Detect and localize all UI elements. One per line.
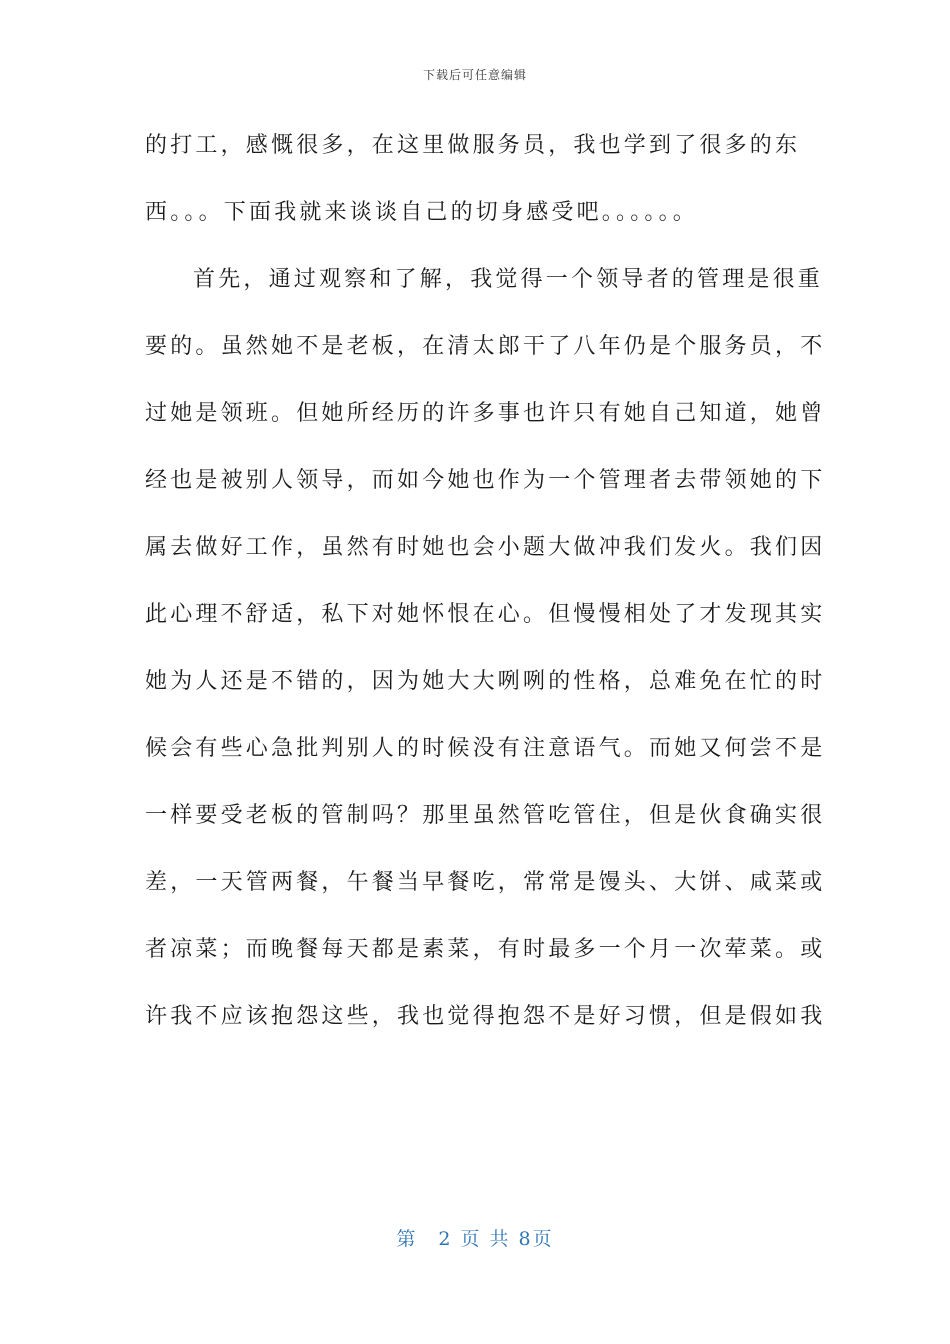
text-line: 要的。虽然她不是老板，在清太郎干了八年仍是个服务员，不 xyxy=(145,334,826,359)
text-line: 经也是被别人领导，而如今她也作为一个管理者去带领她的下 xyxy=(145,468,826,493)
text-line: 属去做好工作，虽然有时她也会小题大做冲我们发火。我们因 xyxy=(145,535,826,560)
text-line: 差，一天管两餐，午餐当早餐吃，常常是馒头、大饼、咸菜或 xyxy=(145,870,826,895)
text-line: 她为人还是不错的，因为她大大咧咧的性格，总难免在忙的时 xyxy=(145,669,826,694)
text-line: 者凉菜；而晚餐每天都是素菜，有时最多一个月一次荤菜。或 xyxy=(145,937,826,962)
text-line: 西。。。下面我就来谈谈自己的切身感受吧。。。。。。 xyxy=(145,200,699,225)
paragraph-first-line: 首先，通过观察和了解，我觉得一个领导者的管理是很重 xyxy=(193,267,824,292)
text-line: 候会有些心急批判别人的时候没有注意语气。而她又何尝不是 xyxy=(145,736,826,761)
text-line: 许我不应该抱怨这些，我也觉得抱怨不是好习惯，但是假如我 xyxy=(145,1004,826,1029)
text-line: 的打工，感慨很多，在这里做服务员，我也学到了很多的东 xyxy=(145,133,801,158)
page-number-footer: 第 2 页 共 8页 xyxy=(396,1228,554,1250)
text-line: 一样要受老板的管制吗？那里虽然管吃管住，但是伙食确实很 xyxy=(145,803,826,828)
document-body xyxy=(145,115,826,1053)
page-header: 下载后可任意编辑 xyxy=(422,68,527,82)
text-line: 过她是领班。但她所经历的许多事也许只有她自己知道，她曾 xyxy=(145,401,826,426)
text-line: 此心理不舒适，私下对她怀恨在心。但慢慢相处了才发现其实 xyxy=(145,602,826,627)
